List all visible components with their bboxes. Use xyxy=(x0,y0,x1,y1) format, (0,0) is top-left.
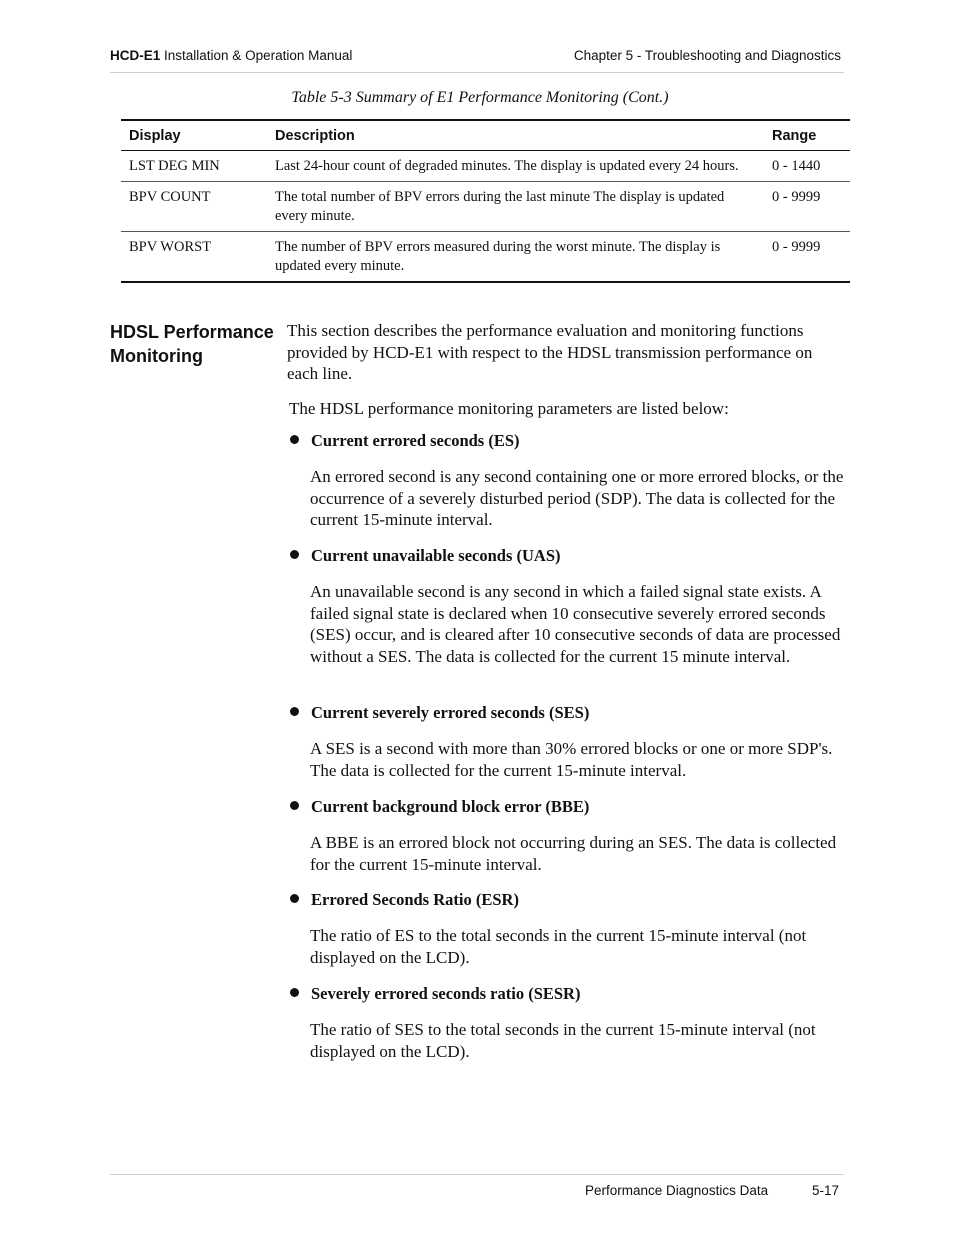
column-header-description: Description xyxy=(267,120,764,151)
table-cell: The number of BPV errors measured during the worst minute. The display is updated every minute. xyxy=(267,232,764,283)
bullet-icon xyxy=(290,894,299,903)
bullet-item xyxy=(290,889,519,911)
bullet-title: Errored Seconds Ratio (ESR) xyxy=(311,890,519,909)
bullet-description: The ratio of ES to the total seconds in the current 15-minute interval (not displayed on the LCD). xyxy=(310,926,807,967)
table-cell: BPV COUNT xyxy=(121,182,267,232)
table-cell: BPV WORST xyxy=(121,232,267,283)
section-heading: HDSL Performance Monitoring xyxy=(110,322,274,366)
bullet-title: Current background block error (BBE) xyxy=(311,797,590,816)
bullet-description: The ratio of SES to the total seconds in the current 15-minute interval (not displayed on the LCD). xyxy=(310,1020,816,1061)
bullet-icon xyxy=(290,988,299,997)
list-lead-in: The HDSL performance monitoring parameters are listed below: xyxy=(289,399,729,418)
bullet-description: An unavailable second is any second in which a failed signal state exists. A failed signal state is declared when 10 consecutive severely errored seconds (SES) occur, and is cleared after 10 consecutive seconds of data are processed without a SES. The data is collected for the current 15 minute interval. xyxy=(310,582,841,667)
column-header-display: Display xyxy=(121,120,267,151)
bullet-item xyxy=(290,983,580,1005)
footer-section-name: Performance Diagnostics Data xyxy=(585,1183,769,1198)
table-caption: Table 5-3 Summary of E1 Performance Monitoring (Cont.) xyxy=(291,89,669,106)
bullet-description: A BBE is an errored block not occurring during an SES. The data is collected for the current 15-minute interval. xyxy=(310,833,837,874)
bullet-title: Severely errored seconds ratio (SESR) xyxy=(311,984,581,1003)
bullet-item xyxy=(290,796,589,818)
table-row xyxy=(121,232,850,283)
bullet-icon xyxy=(290,707,299,716)
header-rule xyxy=(110,72,844,73)
bullet-title: Current severely errored seconds (SES) xyxy=(311,703,590,722)
product-name: HCD-E1 xyxy=(110,48,161,63)
bullet-item xyxy=(290,702,589,724)
manual-title: Installation & Operation Manual xyxy=(160,48,353,63)
table-cell: Last 24-hour count of degraded minutes. The display is updated every 24 hours. xyxy=(267,151,764,182)
table-cell: 0 - 9999 xyxy=(764,232,850,283)
running-header-chapter: Chapter 5 - Troubleshooting and Diagnostics xyxy=(573,48,841,63)
bullet-icon xyxy=(290,801,299,810)
page-number: 5-17 xyxy=(812,1183,840,1198)
bullet-icon xyxy=(290,550,299,559)
column-header-range: Range xyxy=(764,120,850,151)
table-cell: 0 - 9999 xyxy=(764,182,850,232)
running-header-left xyxy=(110,48,352,63)
bullet-title: Current unavailable seconds (UAS) xyxy=(311,546,561,565)
table-cell: 0 - 1440 xyxy=(764,151,850,182)
bullet-item xyxy=(290,430,520,452)
bullet-item xyxy=(290,545,561,567)
bullet-description: A SES is a second with more than 30% errored blocks or one or more SDP's. The data is collected for the current 15-minute interval. xyxy=(310,739,833,780)
bullet-title: Current errored seconds (ES) xyxy=(311,431,520,450)
table-row xyxy=(121,182,850,232)
performance-table xyxy=(121,119,850,283)
table-row xyxy=(121,151,850,182)
bullet-description: An errored second is any second containing one or more errored blocks, or the occurrence of a severely disturbed period (SDP). The data is collected for the current 15-minute interval. xyxy=(310,467,844,530)
table-cell: LST DEG MIN xyxy=(121,151,267,182)
footer-rule xyxy=(110,1174,844,1175)
bullet-icon xyxy=(290,435,299,444)
table-cell: The total number of BPV errors during the last minute The display is updated every minute. xyxy=(267,182,764,232)
section-intro: This section describes the performance evaluation and monitoring functions provided by HCD-E1 with respect to the HDSL transmission performance on each line. xyxy=(287,321,813,384)
table-header-row xyxy=(121,120,850,151)
